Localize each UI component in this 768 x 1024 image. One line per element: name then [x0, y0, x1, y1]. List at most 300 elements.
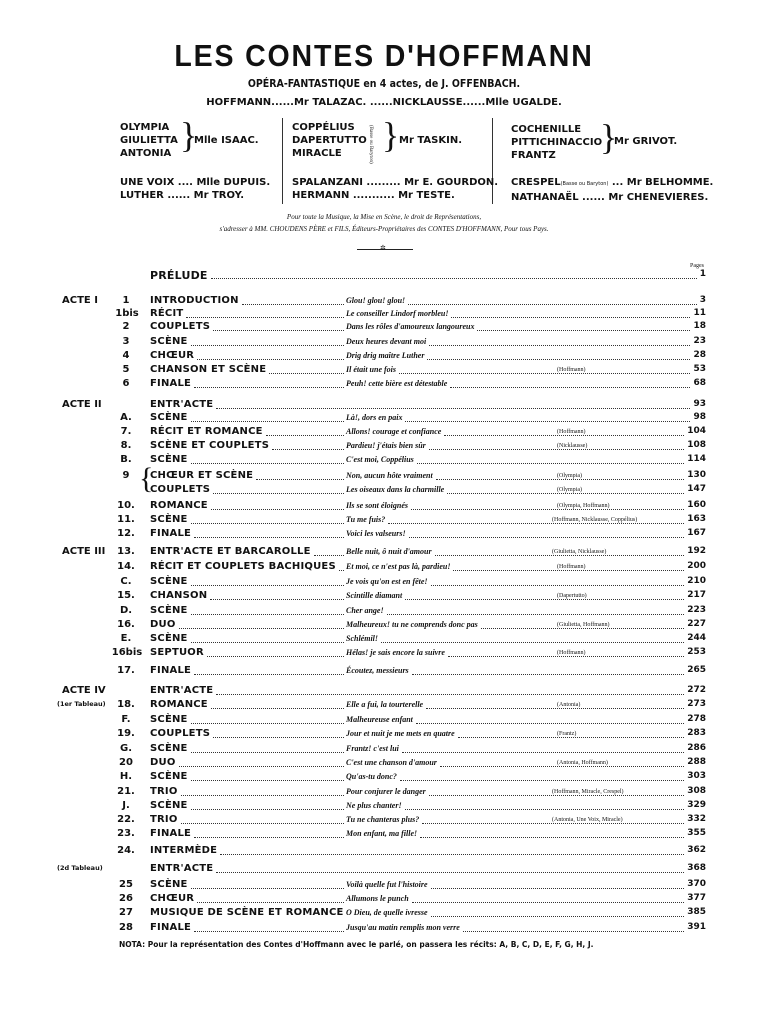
toc-role: (Olympia)	[557, 473, 582, 479]
toc-row	[0, 308, 768, 322]
dot-leader	[435, 555, 684, 556]
dot-leader	[210, 599, 344, 600]
hoffmann-cast-line: HOFFMANN......Mr TALAZAC. ......NICKLAUSSE......Mlle UGALDE.	[206, 97, 562, 108]
toc-row	[0, 786, 768, 800]
toc-page: 283	[687, 728, 706, 738]
toc-number: 11.	[117, 514, 135, 525]
toc-title: ENTR'ACTE ET BARCAROLLE	[150, 546, 311, 557]
toc-row	[0, 728, 768, 742]
dot-leader	[431, 888, 684, 889]
dot-leader	[242, 304, 344, 305]
toc-title: SCÈNE	[150, 771, 188, 782]
rights-line-1: Pour toute la Musique, la Mise en Scène, le droit de Représentations,	[286, 213, 482, 221]
toc-role: (Nicklausse)	[557, 443, 588, 449]
brace-icon: }	[600, 117, 618, 157]
dot-leader	[388, 523, 684, 524]
dot-leader	[179, 628, 344, 629]
toc-title: SCÈNE	[150, 336, 188, 347]
toc-number: 2	[122, 321, 130, 332]
toc-row	[0, 590, 768, 604]
dot-leader	[179, 766, 344, 767]
toc-page: 130	[687, 470, 706, 480]
cast-col1-roles	[120, 121, 178, 160]
cast-role: FRANTZ	[511, 150, 556, 161]
cast-singer: Mr TESTE.	[398, 190, 455, 201]
cast-row2-col2: SPALANZANI ......... Mr E. GOURDON. HERMANN ........... Mr TESTE.	[292, 177, 499, 201]
toc-number: H.	[119, 771, 133, 782]
dot-leader	[197, 902, 344, 903]
toc-incipit: Le conseiller Lindorf morbleu!	[346, 309, 449, 318]
toc-page: 192	[687, 546, 706, 556]
toc-number: 7.	[120, 426, 132, 437]
dot-leader	[191, 463, 344, 464]
toc-title: COUPLETS	[150, 321, 211, 332]
toc-row	[0, 321, 768, 335]
toc-page: 329	[687, 800, 706, 810]
toc-title: SCÈNE	[150, 714, 188, 725]
dot-leader	[436, 479, 684, 480]
dot-leader	[420, 837, 684, 838]
toc-number: 13.	[117, 546, 135, 557]
dot-leader	[450, 387, 690, 388]
toc-page: 355	[687, 828, 706, 838]
dot-leader	[451, 317, 690, 318]
toc-number: 27	[119, 907, 133, 918]
toc-number: 20	[119, 757, 133, 768]
toc-role: (Frantz)	[557, 731, 577, 737]
toc-row	[0, 350, 768, 364]
dot-leader	[213, 737, 344, 738]
toc-page: 362	[687, 845, 706, 855]
cast-role: COPPÉLIUS	[292, 122, 355, 133]
toc-role: (Hoffmann)	[557, 650, 586, 656]
dot-leader	[194, 931, 344, 932]
toc-number: F.	[121, 714, 131, 725]
toc-incipit: Malheureuse enfant	[346, 715, 413, 724]
dot-leader	[431, 916, 684, 917]
toc-page: 114	[687, 454, 706, 464]
toc-incipit: Dans les rôles d'amoureux langoureux	[346, 322, 475, 331]
toc-row	[0, 426, 768, 440]
toc-row	[0, 757, 768, 771]
dot-leader	[422, 823, 684, 824]
toc-title: FINALE	[150, 665, 192, 676]
brace-icon: {	[139, 462, 154, 495]
toc-title: TRIO	[150, 814, 178, 825]
toc-role: (Giulietta, Nicklausse)	[552, 549, 607, 555]
toc-number: 25	[119, 879, 133, 890]
toc-incipit: Jour et nuit je me mets en quatre	[346, 729, 455, 738]
dot-leader	[191, 752, 344, 753]
toc-role: (Antonia)	[557, 702, 581, 708]
toc-title: ENTR'ACTE	[150, 863, 214, 874]
toc-title: TRIO	[150, 786, 178, 797]
toc-title: SCÈNE	[150, 514, 188, 525]
dot-leader	[211, 708, 344, 709]
cast-role: GIULIETTA	[120, 135, 178, 146]
toc-title: INTRODUCTION	[150, 295, 239, 306]
dot-leader	[181, 823, 344, 824]
toc-page: 278	[687, 714, 706, 724]
toc-row	[0, 714, 768, 728]
toc-incipit: Drig drig maître Luther	[346, 351, 425, 360]
toc-page: 217	[687, 590, 706, 600]
toc-title: SCÈNE	[150, 743, 188, 754]
toc-row	[0, 907, 768, 921]
toc-incipit: Tu ne chanteras plus?	[346, 815, 420, 824]
dot-leader	[191, 642, 344, 643]
toc-row	[0, 336, 768, 350]
dot-leader	[266, 435, 344, 436]
dot-leader	[412, 674, 684, 675]
cast-role: HERMANN	[292, 190, 350, 201]
cast-singer: Mr TROY.	[193, 190, 245, 201]
toc-page: 377	[687, 893, 706, 903]
toc-page: 370	[687, 879, 706, 889]
toc-number: 6	[122, 378, 130, 389]
toc-page: 163	[687, 514, 706, 524]
toc-title: RÉCIT	[150, 308, 184, 319]
toc-incipit: Pour conjurer le danger	[346, 787, 426, 796]
toc-row	[0, 863, 768, 877]
toc-number: C.	[120, 576, 132, 587]
toc-page: 68	[693, 378, 706, 388]
toc-page: 28	[693, 350, 706, 360]
toc-page: 98	[693, 412, 706, 422]
toc-row	[0, 528, 768, 542]
dot-leader	[194, 837, 344, 838]
cast-singer: Mlle DUPUIS.	[196, 177, 271, 188]
toc-number: D.	[119, 605, 133, 616]
dot-leader	[416, 723, 684, 724]
dot-leader	[405, 599, 684, 600]
toc-title: RÉCIT ET ROMANCE	[150, 426, 263, 437]
cast-singer: Mr E. GOURDON.	[404, 177, 499, 188]
dot-leader	[216, 694, 684, 695]
toc-row	[0, 893, 768, 907]
toc-title: RÉCIT ET COUPLETS BACHIQUES	[150, 561, 336, 572]
toc-role: (Hoffmann)	[557, 367, 586, 373]
toc-number: 9	[122, 470, 130, 481]
toc-title: COUPLETS	[150, 728, 211, 739]
toc-row	[0, 440, 768, 454]
toc-page: 288	[687, 757, 706, 767]
toc-page: 308	[687, 786, 706, 796]
dot-leader	[387, 614, 684, 615]
toc-incipit: Elle a fui, la tourterelle	[346, 700, 424, 709]
toc-row	[0, 665, 768, 679]
dot-leader	[405, 809, 684, 810]
toc-page: 200	[687, 561, 706, 571]
toc-incipit: Écoutez, messieurs	[346, 666, 409, 675]
toc-title: MUSIQUE DE SCÈNE ET ROMANCE	[150, 907, 344, 918]
toc-title: SCÈNE	[150, 800, 188, 811]
toc-title: FINALE	[150, 378, 192, 389]
dot-leader	[411, 509, 684, 510]
dot-leader	[444, 435, 684, 436]
toc-role: (Olympia, Hoffmann)	[557, 503, 610, 509]
toc-incipit: Allumons le punch	[346, 894, 409, 903]
toc-title: COUPLETS	[150, 484, 211, 495]
toc-incipit: Belle nuit, ô nuit d'amour	[346, 547, 432, 556]
dot-leader	[429, 795, 684, 796]
dot-leader	[440, 766, 684, 767]
dot-leader	[216, 872, 684, 873]
toc-row	[0, 685, 768, 699]
toc-number: 28	[119, 922, 133, 933]
toc-title: DUO	[150, 757, 176, 768]
dot-leader	[427, 359, 690, 360]
cast-role: CRESPEL	[511, 177, 561, 188]
toc-incipit: Deux heures devant moi	[346, 337, 427, 346]
toc-incipit: C'est une chanson d'amour	[346, 758, 437, 767]
toc-number: 14.	[117, 561, 135, 572]
toc-page: 11	[693, 308, 706, 318]
toc-row	[0, 699, 768, 713]
toc-number: 22.	[117, 814, 135, 825]
dot-leader	[216, 408, 690, 409]
cast-col3-singer: Mr GRIVOT.	[614, 136, 678, 147]
dot-leader	[191, 345, 344, 346]
toc-page: 272	[687, 685, 706, 695]
pages-header: Pages	[690, 263, 704, 269]
toc-row	[0, 845, 768, 859]
toc-number: 16bis	[111, 647, 143, 658]
toc-row	[0, 743, 768, 757]
toc-title: SCÈNE	[150, 879, 188, 890]
toc-number: E.	[120, 633, 132, 644]
brace-icon: }	[180, 115, 198, 155]
toc-title: ROMANCE	[150, 699, 208, 710]
column-divider	[282, 118, 283, 204]
toc-page: 53	[693, 364, 706, 374]
dot-leader	[220, 854, 684, 855]
dot-leader	[453, 570, 684, 571]
dot-leader	[194, 387, 344, 388]
dot-leader	[191, 888, 344, 889]
toc-number: 3	[122, 336, 130, 347]
toc-role: (Hoffmann)	[557, 564, 586, 570]
act-label: (1er Tableau)	[57, 700, 106, 708]
toc-title: SCÈNE	[150, 412, 188, 423]
toc-role: (Hoffmann)	[557, 429, 586, 435]
dot-leader	[194, 674, 344, 675]
toc-row	[0, 561, 768, 575]
dot-leader	[447, 493, 684, 494]
toc-number: 8.	[120, 440, 132, 451]
cast-role: UNE VOIX	[120, 177, 175, 188]
cast-col1-singer: Mlle ISAAC.	[194, 135, 259, 146]
dot-leader	[408, 304, 697, 305]
toc-incipit: Schlémil!	[346, 634, 379, 643]
toc-role: (Dapertutto)	[557, 593, 587, 599]
toc-row	[0, 922, 768, 936]
toc-title: FINALE	[150, 528, 192, 539]
toc-row	[0, 771, 768, 785]
voice-type-note: (Basse ou Baryton)	[368, 125, 373, 164]
brace-icon: }	[382, 115, 400, 155]
toc-row	[0, 814, 768, 828]
dot-leader	[272, 449, 344, 450]
toc-incipit: Il était une fois	[346, 365, 397, 374]
dot-leader	[191, 523, 344, 524]
dot-leader	[211, 278, 697, 279]
toc-number: 16.	[117, 619, 135, 630]
dot-leader	[314, 555, 344, 556]
dot-leader	[213, 330, 344, 331]
toc-page: 273	[687, 699, 706, 709]
toc-page: 391	[687, 922, 706, 932]
toc-incipit: Voilà quelle fut l'histoire	[346, 880, 428, 889]
toc-number: 17.	[117, 665, 135, 676]
dot-leader	[213, 493, 344, 494]
toc-role: (Hoffmann, Nicklausse, Coppélius)	[552, 517, 638, 523]
toc-row	[0, 879, 768, 893]
toc-incipit: Là!, dors en paix	[346, 413, 403, 422]
toc-title: FINALE	[150, 828, 192, 839]
dot-leader	[409, 537, 684, 538]
dot-leader	[269, 373, 344, 374]
toc-title: SCÈNE	[150, 576, 188, 587]
cast-col3-roles	[511, 123, 602, 162]
toc-row	[0, 295, 768, 309]
toc-row	[0, 546, 768, 560]
dot-leader	[191, 585, 344, 586]
toc-page: 23	[693, 336, 706, 346]
dot-leader	[191, 809, 344, 810]
toc-row	[0, 364, 768, 378]
toc-row	[0, 633, 768, 647]
page-title: LES CONTES D'HOFFMANN	[174, 38, 594, 73]
dot-leader	[429, 345, 690, 346]
dot-leader	[417, 463, 684, 464]
toc-incipit: Hélas! je sais encore la suivre	[346, 648, 445, 657]
toc-number: 19.	[117, 728, 135, 739]
toc-row	[0, 619, 768, 633]
cast-role: ANTONIA	[120, 148, 172, 159]
toc-row	[0, 470, 768, 484]
toc-page: 265	[687, 665, 706, 675]
toc-page: 244	[687, 633, 706, 643]
toc-number: 21.	[117, 786, 135, 797]
toc-incipit: Qu'as-tu donc?	[346, 772, 397, 781]
toc-row	[0, 454, 768, 468]
toc-page: 93	[693, 399, 706, 409]
toc-page: 332	[687, 814, 706, 824]
dot-leader	[402, 752, 684, 753]
cast-role: PITTICHINACCIO	[511, 137, 603, 148]
toc-number: 10.	[117, 500, 135, 511]
dot-leader	[463, 931, 684, 932]
toc-role: (Giulietta, Hoffmann)	[557, 622, 610, 628]
dot-leader	[412, 902, 684, 903]
dot-leader	[211, 509, 344, 510]
toc-row	[0, 828, 768, 842]
dot-leader	[207, 656, 344, 657]
dot-leader	[429, 449, 684, 450]
dot-leader	[477, 330, 690, 331]
toc-row	[0, 800, 768, 814]
toc-title: CHŒUR	[150, 893, 195, 904]
toc-role: (Antonia, Hoffmann)	[557, 760, 608, 766]
toc-incipit: O Dieu, de quelle ivresse	[346, 908, 428, 917]
dot-leader	[194, 537, 344, 538]
dot-leader	[400, 780, 684, 781]
dot-leader	[197, 359, 344, 360]
toc-row	[0, 399, 768, 413]
cast-role: COCHENILLE	[511, 124, 582, 135]
toc-title: CHANSON	[150, 590, 208, 601]
toc-page: 167	[687, 528, 706, 538]
toc-row	[0, 647, 768, 661]
voice-type-note: (Basse ou Baryton)	[560, 181, 609, 187]
toc-number: 1bis	[115, 308, 139, 319]
toc-number: 12.	[117, 528, 135, 539]
toc-page: 1	[699, 269, 706, 279]
dot-leader	[399, 373, 690, 374]
cast-row2-col3: CRESPEL(Basse ou Baryton) ... Mr BELHOMME. NATHANAËL ...... Mr CHENEVIERES.	[511, 177, 714, 203]
toc-incipit: Frantz! c'est lui	[346, 744, 399, 753]
toc-incipit: Ne plus chanter!	[346, 801, 402, 810]
cast-role: MIRACLE	[292, 148, 342, 159]
cast-singer: Mr CHENEVIERES.	[608, 192, 709, 203]
toc-number: 18.	[117, 699, 135, 710]
toc-page: 160	[687, 500, 706, 510]
toc-incipit: Mon enfant, ma fille!	[346, 829, 418, 838]
toc-row	[0, 576, 768, 590]
cast-role: NATHANAËL	[511, 192, 579, 203]
toc-incipit: Les oiseaux dans la charmille	[346, 485, 445, 494]
toc-number: 24.	[117, 845, 135, 856]
toc-page: 18	[693, 321, 706, 331]
toc-title: SCÈNE	[150, 633, 188, 644]
toc-page: 210	[687, 576, 706, 586]
toc-title: SCÈNE	[150, 605, 188, 616]
cast-col2-singer: Mr TASKIN.	[399, 135, 462, 146]
toc-number: 4	[122, 350, 130, 361]
toc-incipit: Je vois qu'on est en fête!	[346, 577, 428, 586]
ornament-icon: ✲	[380, 244, 386, 252]
toc-page: 104	[687, 426, 706, 436]
toc-page: 368	[687, 863, 706, 873]
act-label: (2d Tableau)	[57, 864, 103, 872]
toc-title: SCÈNE	[150, 454, 188, 465]
subtitle: OPÉRA-FANTASTIQUE en 4 actes, de J. OFFENBACH.	[247, 78, 521, 90]
toc-title: PRÉLUDE	[150, 269, 208, 282]
toc-incipit: Tu me fuis?	[346, 515, 386, 524]
toc-row	[0, 605, 768, 619]
toc-page: 108	[687, 440, 706, 450]
toc-role: (Antonia, Une Voix, Miracle)	[552, 817, 623, 823]
toc-title: DUO	[150, 619, 176, 630]
toc-page: 286	[687, 743, 706, 753]
cast-role: OLYMPIA	[120, 122, 170, 133]
toc-title: ROMANCE	[150, 500, 208, 511]
toc-number: 23.	[117, 828, 135, 839]
dot-leader	[381, 642, 684, 643]
toc-incipit: Pardieu! j'étais bien sûr	[346, 441, 426, 450]
toc-incipit: Allons! courage et confiance	[346, 427, 442, 436]
toc-number: 1	[122, 295, 130, 306]
toc-page: 147	[687, 484, 706, 494]
cast-role: DAPERTUTTO	[292, 135, 367, 146]
dot-leader	[405, 421, 690, 422]
toc-number: B.	[120, 454, 132, 465]
toc-page: 385	[687, 907, 706, 917]
toc-number: 15.	[117, 590, 135, 601]
toc-incipit: Cher ange!	[346, 606, 384, 615]
toc-number: 26	[119, 893, 133, 904]
